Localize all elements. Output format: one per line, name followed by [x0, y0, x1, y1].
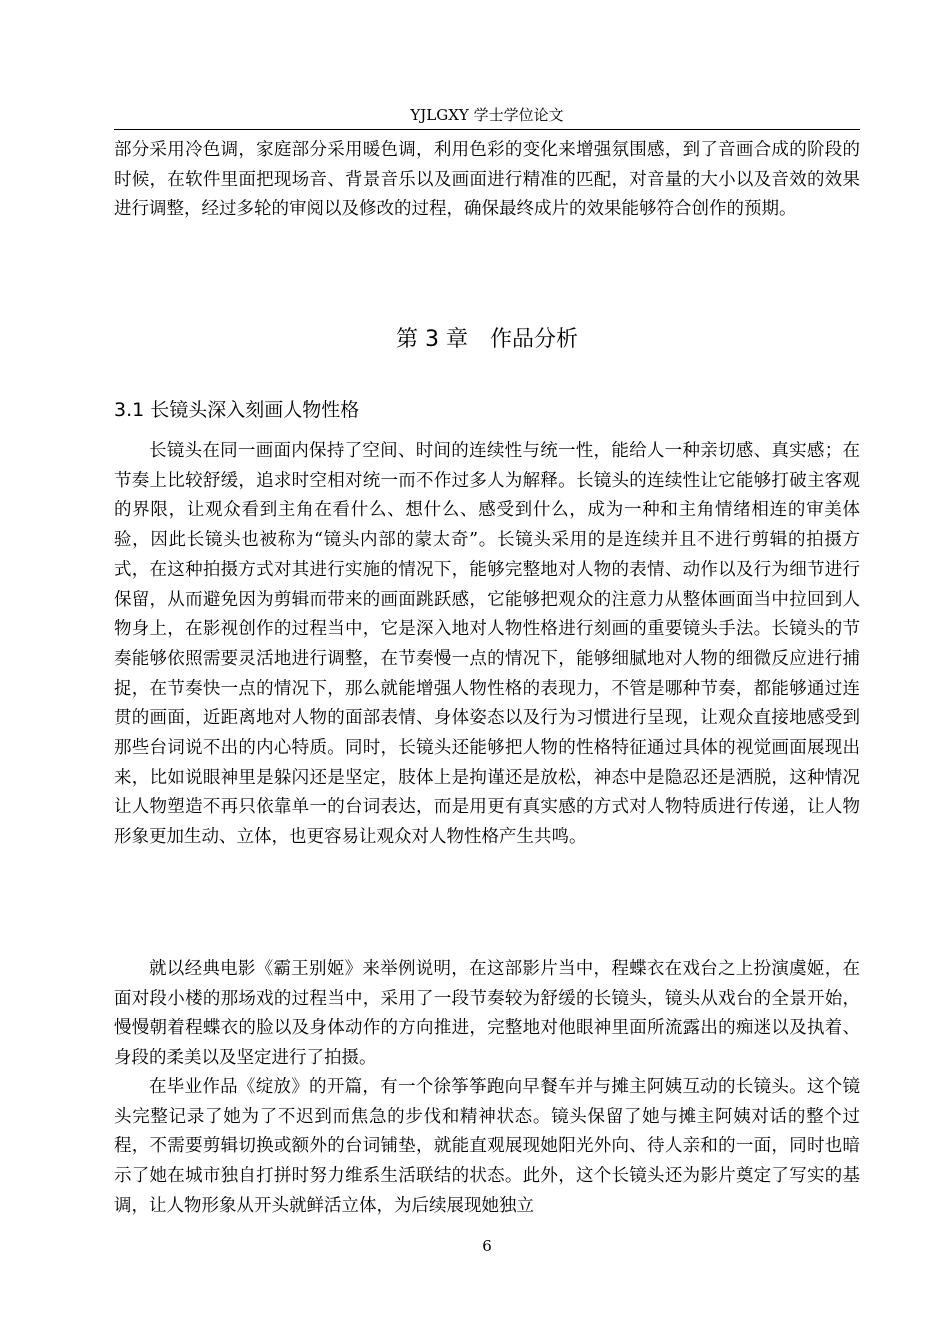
page-header: YJLGXY 学士学位论文 [410, 106, 564, 124]
body-paragraph-2: 就以经典电影《霸王别姬》来举例说明，在这部影片当中，程蝶衣在戏台之上扮演虞姬，在面对段小楼的那场戏的过程当中，采用了一段节奏较为舒缓的长镜头，镜头从戏台的全景开始，慢慢朝着程蝶衣的脸以及身体动作的方向推进，完整地对他眼神里面所流露出的痴迷以及执着、身段的柔美以及坚定进行了拍摄。 [114, 959, 860, 1069]
continued-paragraph: 部分采用冷色调，家庭部分采用暖色调，利用色彩的变化来增强氛围感，到了音画合成的阶段的时候，在软件里面把现场音、背景音乐以及画面进行精准的匹配，对音量的大小以及音效的效果进行调整，经过多轮的审阅以及修改的过程，确保最终成片的效果能够符合创作的预期。 [114, 140, 860, 220]
body-paragraph-1: 长镜头在同一画面内保持了空间、时间的连续性与统一性，能给人一种亲切感、真实感；在节奏上比较舒缓，追求时空相对统一而不作过多人为解释。长镜头的连续性让它能够打破主客观的界限，让观众看到主角在看什么、想什么、感受到什么，成为一种和主角情绪相连的审美体验，因此长镜头也被称为“镜头内部的蒙太奇”。长镜头采用的是连续并且不进行剪辑的拍摄方式，在这种拍摄方式对其进行实施的情况下，能够完整地对人物的表情、动作以及行为细节进行保留，从而避免因为剪辑而带来的画面跳跃感，它能够把观众的注意力从整体画面当中拉回到人物身上，在影视创作的过程当中，它是深入地对人物性格进行刻画的重要镜头手法。长镜头的节奏能够依照需要灵活地进行调整，在节奏慢一点的情况下，能够细腻地对人物的细微反应进行捕捉，在节奏快一点的情况下，那么就能增强人物性格的表现力，不管是哪种节奏，都能够通过连贯的画面，近距离地对人物的面部表情、身体姿态以及行为习惯进行呈现，让观众直接地感受到那些台词说不出的内心特质。同时，长镜头还能够把人物的性格特征通过具体的视觉画面展现出来，比如说眼神里是躲闪还是坚定，肢体上是拘谨还是放松，神态中是隐忍还是洒脱，这种情况让人物塑造不再只依靠单一的台词表达，而是用更有真实感的方式对人物特质进行传递，让人物形象更加生动、立体，也更容易让观众对人物性格产生共鸣。 [114, 441, 860, 848]
page-number: 6 [482, 1237, 492, 1255]
section-title: 3.1 长镜头深入刻画人物性格 [114, 399, 360, 421]
header-rule [114, 129, 860, 130]
chapter-title: 第 3 章 作品分析 [396, 327, 578, 352]
body-paragraph-3: 在毕业作品《绽放》的开篇，有一个徐筝筝跑向早餐车并与摊主阿姨互动的长镜头。这个镜头完整记录了她为了不迟到而焦急的步伐和精神状态。镜头保留了她与摊主阿姨对话的整个过程，不需要剪辑切换或额外的台词铺垫，就能直观展现她阳光外向、待人亲和的一面，同时也暗示了她在城市独自打拼时努力维系生活联结的状态。此外，这个长镜头还为影片奠定了写实的基调，让人物形象从开头就鲜活立体，为后续展现她独立 [114, 1077, 860, 1216]
